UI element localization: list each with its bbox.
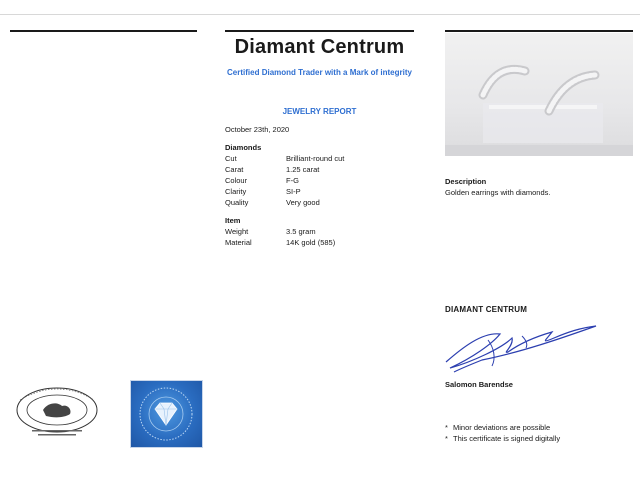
signature-company: DIAMANT CENTRUM bbox=[445, 305, 528, 314]
diamonds-section bbox=[225, 143, 425, 209]
spec-value: SI-P bbox=[286, 187, 301, 196]
description-text: Golden earrings with diamonds. bbox=[445, 188, 551, 197]
spec-value: Very good bbox=[286, 198, 320, 207]
spec-label: Quality bbox=[225, 198, 249, 207]
note-text: Minor deviations are possible bbox=[453, 423, 551, 432]
center-column-rule bbox=[225, 30, 414, 32]
page-top-border bbox=[0, 14, 640, 15]
handwritten-signature bbox=[442, 318, 602, 378]
earrings-image bbox=[445, 33, 633, 156]
item-section bbox=[225, 216, 425, 249]
note-item bbox=[445, 434, 560, 445]
note-text: This certificate is signed digitally bbox=[453, 434, 561, 443]
brand-tagline: Certified Diamond Trader with a Mark of integrity bbox=[227, 68, 412, 77]
spec-row-weight bbox=[225, 227, 425, 238]
spec-label: Colour bbox=[225, 176, 248, 185]
diamond-seal-icon bbox=[130, 380, 203, 448]
spec-row-carat bbox=[225, 165, 425, 176]
world-federation-seal-icon bbox=[10, 380, 105, 440]
spec-label: Clarity bbox=[225, 187, 247, 196]
right-column-rule bbox=[445, 30, 633, 32]
signer-name: Salomon Barendse bbox=[445, 380, 513, 389]
item-heading: Item bbox=[225, 216, 241, 225]
spec-label: Carat bbox=[225, 165, 244, 174]
spec-value: Brilliant-round cut bbox=[286, 154, 345, 163]
note-item bbox=[445, 423, 560, 434]
asterisk-icon: * bbox=[445, 434, 448, 443]
spec-row-clarity bbox=[225, 187, 425, 198]
spec-row-quality bbox=[225, 198, 425, 209]
product-photo bbox=[445, 33, 633, 156]
notes-list bbox=[445, 423, 560, 445]
diamond-icon bbox=[131, 381, 202, 447]
report-date: October 23th, 2020 bbox=[225, 125, 290, 134]
report-title: JEWELRY REPORT bbox=[282, 107, 357, 116]
brand-title: Diamant Centrum bbox=[234, 36, 405, 58]
left-column-rule bbox=[10, 30, 197, 32]
spec-label: Cut bbox=[225, 154, 237, 163]
spec-row-cut bbox=[225, 154, 425, 165]
asterisk-icon: * bbox=[445, 423, 448, 432]
spec-value: 1.25 carat bbox=[286, 165, 320, 174]
spec-label: Weight bbox=[225, 227, 249, 236]
spec-value: 3.5 gram bbox=[286, 227, 316, 236]
spec-row-colour bbox=[225, 176, 425, 187]
spec-label: Material bbox=[225, 238, 252, 247]
description-heading: Description bbox=[445, 177, 487, 186]
diamonds-heading: Diamonds bbox=[225, 143, 262, 152]
spec-row-material bbox=[225, 238, 425, 249]
spec-value: F-G bbox=[286, 176, 299, 185]
spec-value: 14K gold (585) bbox=[286, 238, 336, 247]
